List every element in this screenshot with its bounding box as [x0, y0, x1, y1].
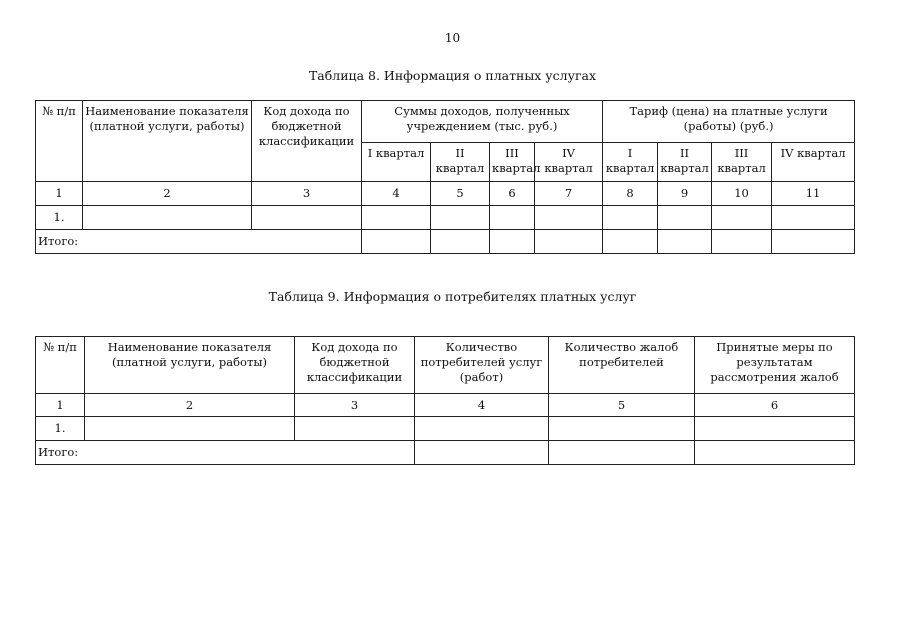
table-cell — [712, 230, 772, 254]
total-label: Итого: — [36, 441, 415, 465]
header-consumers: Количество потребителей услуг (работ) — [415, 337, 549, 394]
table-cell — [535, 206, 603, 230]
table-cell — [549, 417, 695, 441]
total-row — [36, 441, 855, 465]
header-tariff-q3: III квартал — [712, 143, 772, 182]
column-number: 1 — [36, 394, 85, 417]
table-cell — [535, 230, 603, 254]
column-number: 3 — [295, 394, 415, 417]
table9-caption: Таблица 9. Информация о потребителях платных услуг — [268, 289, 637, 304]
table-cell — [695, 417, 855, 441]
table-cell — [772, 230, 855, 254]
header-income-q2: II квартал — [431, 143, 490, 182]
header-complaints: Количество жалоб потребителей — [549, 337, 695, 394]
table-cell — [712, 206, 772, 230]
header-income: Суммы доходов, полученных учреждением (тыс. руб.) — [362, 101, 603, 143]
header-tariff: Тариф (цена) на платные услуги (работы) (руб.) — [603, 101, 855, 143]
row-number: 1. — [36, 417, 85, 441]
column-number: 6 — [490, 182, 535, 206]
table-cell — [490, 230, 535, 254]
table-row — [36, 417, 855, 441]
header-tariff-q4: IV квартал — [772, 143, 855, 182]
column-number: 9 — [658, 182, 712, 206]
header-income-q1: I квартал — [362, 143, 431, 182]
column-number: 8 — [603, 182, 658, 206]
column-number: 3 — [252, 182, 362, 206]
table-cell — [603, 230, 658, 254]
table-cell — [490, 206, 535, 230]
table-cell — [658, 230, 712, 254]
table-cell — [85, 417, 295, 441]
table-cell — [362, 230, 431, 254]
column-number: 2 — [85, 394, 295, 417]
column-number: 4 — [415, 394, 549, 417]
header-measures: Принятые меры по результатам рассмотрения жалоб — [695, 337, 855, 394]
column-number: 11 — [772, 182, 855, 206]
table-cell — [658, 206, 712, 230]
table-cell — [415, 441, 549, 465]
header-name: Наименование показателя (платной услуги, работы) — [83, 101, 252, 182]
table-row — [36, 182, 855, 206]
table-cell — [415, 417, 549, 441]
table-row — [36, 206, 855, 230]
header-code: Код дохода по бюджетной классификации — [252, 101, 362, 182]
column-number: 4 — [362, 182, 431, 206]
header-income-q4: IV квартал — [535, 143, 603, 182]
table-cell — [431, 230, 490, 254]
table9-consumers — [35, 336, 855, 465]
table8-paid-services — [35, 100, 855, 254]
total-label: Итого: — [36, 230, 362, 254]
table-cell — [431, 206, 490, 230]
table8-caption: Таблица 8. Информация о платных услугах — [308, 68, 597, 83]
header-tariff-q1: I квартал — [603, 143, 658, 182]
header-name: Наименование показателя (платной услуги, работы) — [85, 337, 295, 394]
column-number: 10 — [712, 182, 772, 206]
header-tariff-q2: II квартал — [658, 143, 712, 182]
table-cell — [695, 441, 855, 465]
column-number: 5 — [431, 182, 490, 206]
header-income-q3: III квартал — [490, 143, 535, 182]
row-number: 1. — [36, 206, 83, 230]
header-num: № п/п — [36, 337, 85, 394]
table-cell — [252, 206, 362, 230]
column-number: 5 — [549, 394, 695, 417]
column-number: 2 — [83, 182, 252, 206]
table-row — [36, 394, 855, 417]
total-row — [36, 230, 855, 254]
column-number: 1 — [36, 182, 83, 206]
table-cell — [362, 206, 431, 230]
page-number: 10 — [444, 31, 461, 45]
table-cell — [603, 206, 658, 230]
table-cell — [83, 206, 252, 230]
column-number: 7 — [535, 182, 603, 206]
header-num: № п/п — [36, 101, 83, 182]
table-cell — [549, 441, 695, 465]
table-cell — [295, 417, 415, 441]
column-number: 6 — [695, 394, 855, 417]
table-cell — [772, 206, 855, 230]
header-code: Код дохода по бюджетной классификации — [295, 337, 415, 394]
